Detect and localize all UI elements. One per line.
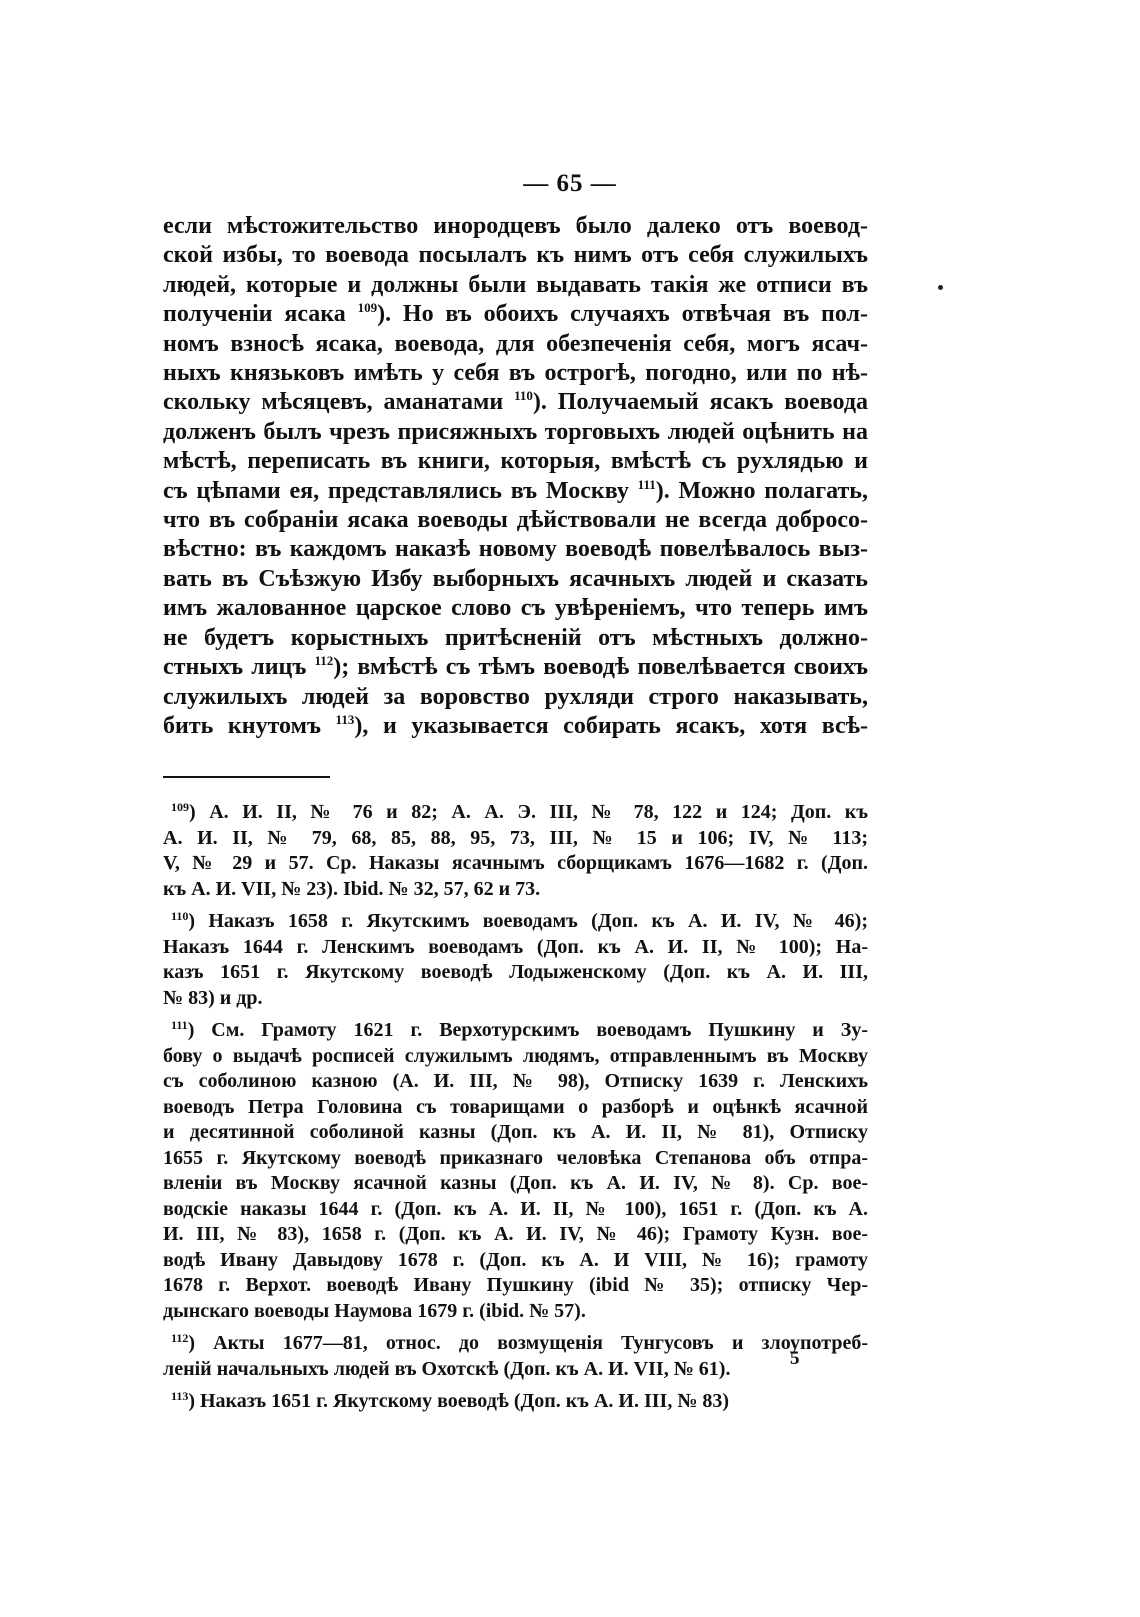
footnote-line: леній начальныхъ людей въ Охотскѣ (Доп. къ А. И. VII, № 61). — [163, 1357, 731, 1380]
footnote-line — [163, 1389, 868, 1415]
footnote-line — [163, 800, 868, 826]
footnote-line: водскіе наказы 1644 г. (Доп. къ А. И. II, № 100), 1651 г. (Доп. къ А. — [163, 1197, 868, 1220]
footnote-line: вленіи въ Москву ясачной казны (Доп. къ А. И. IV, № 8). Ср. вое- — [163, 1172, 868, 1194]
footnote-mark: 110 — [171, 909, 189, 923]
body-line: ской избы, то воевода посылалъ къ нимъ отъ себя служилыхъ — [163, 242, 868, 269]
body-text-segment: ). Но въ обоихъ случаяхъ отвѣчая въ пол- — [377, 301, 868, 328]
body-line — [163, 653, 868, 682]
body-line: номъ взносѣ ясака, воевода, для обезпеченія себя, могъ ясач- — [163, 330, 868, 357]
body-text-segment: скольку мѣсяцевъ, аманатами — [163, 389, 515, 416]
body-text-segment: съ цѣпами ея, представлялись въ Москву — [163, 477, 638, 504]
scan-speck — [938, 285, 943, 290]
footnote-line: воеводъ Петра Головина съ товарищами о разборѣ и оцѣнкѣ ясачной — [163, 1095, 868, 1118]
body-text-segment: полученіи ясака — [163, 301, 358, 328]
body-line — [163, 388, 868, 417]
footnote-line: 1678 г. Верхот. воеводѣ Ивану Пушкину (ibid № 35); отписку Чер- — [163, 1274, 868, 1296]
footnote-line: къ А. И. VII, № 23). Ibid. № 32, 57, 62 и 73. — [163, 877, 541, 900]
footnotes — [163, 800, 868, 1422]
footnote-line: 1655 г. Якутскому воеводѣ приказнаго человѣка Степанова объ отпра- — [163, 1146, 868, 1169]
body-line: что въ собраніи ясака воеводы дѣйствовали не всегда добросо- — [163, 507, 868, 534]
footnote-ref-110: 110 — [514, 388, 533, 404]
footnote-line: № 83) и др. — [163, 986, 263, 1009]
body-line: мѣстѣ, переписать въ книги, которыя, вмѣстѣ съ рухлядью и — [163, 448, 868, 475]
printer-signature-mark: 5 — [790, 1348, 800, 1369]
footnote-mark: 113 — [171, 1389, 189, 1403]
body-line: людей, которые и должны были выдавать такія же отписи въ — [163, 271, 868, 298]
body-line: вать въ Съѣзжую Избу выборныхъ ясачныхъ людей и сказать — [163, 565, 868, 592]
footnote-113 — [163, 1389, 868, 1415]
body-line: если мѣстожительство инородцевъ было далеко отъ воевод- — [163, 213, 868, 239]
footnote-line: Наказъ 1644 г. Ленскимъ воеводамъ (Доп. къ А. И. II, № 100); На- — [163, 935, 868, 958]
footnote-line: и десятинной соболиной казны (Доп. къ А. И. II, № 81), Отписку — [163, 1121, 868, 1143]
body-line: не будетъ корыстныхъ притѣсненій отъ мѣстныхъ должно- — [163, 624, 868, 651]
page-number: — 65 — — [523, 170, 617, 197]
body-text-segment: ), и указывается собирать ясакъ, хотя всѣ- — [354, 712, 868, 739]
footnote-mark: 109 — [171, 800, 189, 814]
footnote-112 — [163, 1331, 868, 1382]
footnote-ref-113: 113 — [335, 711, 355, 727]
footnote-line: А. И. II, № 79, 68, 85, 88, 95, 73, III, № 15 и 106; IV, № 113; — [163, 826, 868, 849]
footnote-line: бову о выдачѣ росписей служилымъ людямъ, отправленнымъ въ Москву — [163, 1044, 868, 1067]
footnote-line: водѣ Ивану Давыдову 1678 г. (Доп. къ А. И VIII, № 16); грамоту — [163, 1248, 868, 1271]
body-line: ныхъ князьковъ имѣть у себя въ острогѣ, погодно, или по нѣ- — [163, 360, 868, 387]
body-line: имъ жалованное царское слово съ увѣреніемъ, что теперь имъ — [163, 595, 868, 622]
body-text-segment: стныхъ лицъ — [163, 654, 315, 681]
footnote-line: казъ 1651 г. Якутскому воеводѣ Лодыженскому (Доп. къ А. И. III, — [163, 961, 868, 983]
footnote-line — [163, 909, 868, 935]
footnote-text: ) А. И. II, № 76 и 82; А. А. Э. III, № 78, 122 и 124; Доп. къ — [189, 801, 868, 823]
footnote-text: ) Наказъ 1651 г. Якутскому воеводѣ (Доп. къ А. И. III, № 83) — [188, 1390, 730, 1412]
footnote-text: ) Акты 1677—81, относ. до возмущенія Тунгусовъ и злоупотреб- — [188, 1332, 868, 1354]
footnote-text: ) См. Грамоту 1621 г. Верхотурскимъ воеводамъ Пушкину и Зу- — [187, 1019, 868, 1041]
footnote-line — [163, 1331, 868, 1357]
footnote-109 — [163, 800, 868, 902]
footnote-text: ) Наказъ 1658 г. Якутскимъ воеводамъ (Доп. къ А. И. IV, № 46); — [188, 910, 868, 932]
footnote-line: съ соболиною казною (А. И. III, № 98), Отписку 1639 г. Ленскихъ — [163, 1070, 868, 1092]
footnote-separator — [163, 776, 330, 778]
body-line — [163, 712, 868, 741]
body-line: вѣстно: въ каждомъ наказѣ новому воеводѣ повелѣвалось выз- — [163, 536, 868, 563]
footnote-ref-111: 111 — [637, 476, 656, 492]
footnote-line: V, № 29 и 57. Ср. Наказы ясачнымъ сборщикамъ 1676—1682 г. (Доп. — [163, 852, 868, 874]
footnote-line: дынскаго воеводы Наумова 1679 г. (ibid. № 57). — [163, 1299, 586, 1322]
body-line — [163, 477, 868, 506]
footnote-ref-112: 112 — [314, 653, 334, 669]
body-line: долженъ былъ чрезъ присяжныхъ торговыхъ людей оцѣнить на — [163, 418, 868, 445]
body-line — [163, 300, 868, 329]
body-text-segment: ). Получаемый ясакъ воевода — [532, 389, 868, 416]
body-text-segment: ). Можно полагать, — [655, 477, 868, 504]
footnote-mark: 111 — [171, 1018, 188, 1032]
footnote-110 — [163, 909, 868, 1011]
body-text-segment: бить кнутомъ — [163, 712, 336, 739]
footnote-111 — [163, 1018, 868, 1324]
body-text — [163, 212, 868, 741]
footnote-line — [163, 1018, 868, 1044]
footnote-line: И. III, № 83), 1658 г. (Доп. къ А. И. IV, № 46); Грамоту Кузн. вое- — [163, 1223, 868, 1245]
body-text-segment: ); вмѣстѣ съ тѣмъ воеводѣ повелѣвается своихъ — [333, 654, 868, 681]
body-line: служилыхъ людей за воровство рухляди строго наказывать, — [163, 683, 868, 710]
footnote-ref-109: 109 — [357, 300, 378, 316]
footnote-mark: 112 — [171, 1331, 189, 1345]
